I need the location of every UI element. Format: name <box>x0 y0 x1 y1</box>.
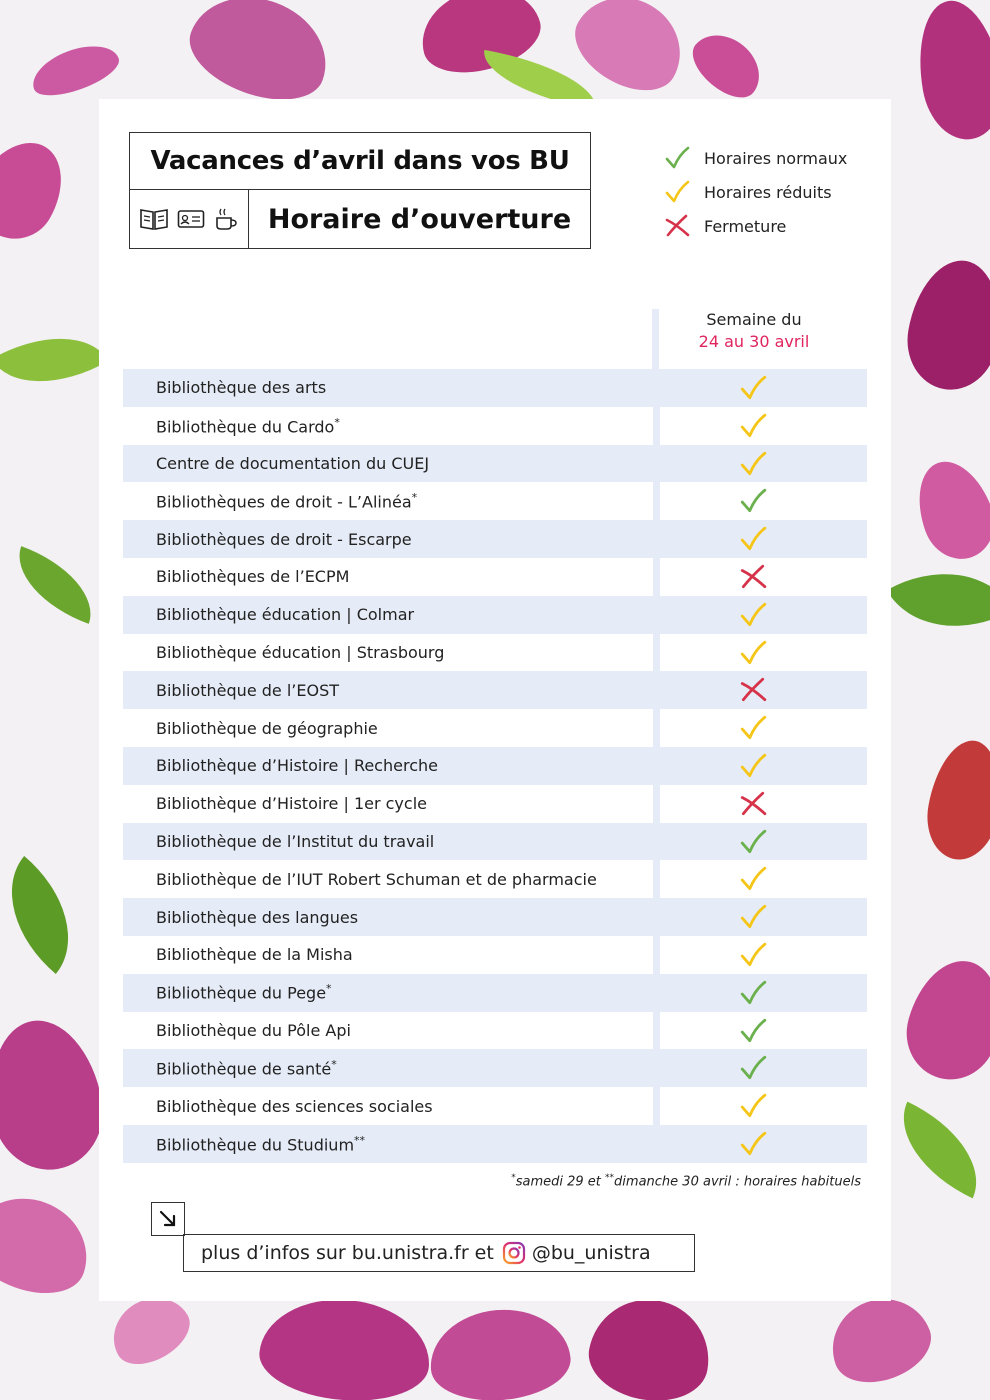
table-row <box>123 634 867 672</box>
cross-red-icon <box>739 676 767 704</box>
library-name <box>123 945 653 964</box>
table-row <box>123 709 867 747</box>
table-row <box>123 936 867 974</box>
table-row <box>123 445 867 483</box>
column-separator <box>653 1087 660 1125</box>
library-name-text: Bibliothèque du Pôle Api <box>156 1020 351 1040</box>
footnote-text: samedi 29 et <box>515 1174 606 1190</box>
library-name-text: Bibliothèque des arts <box>156 378 327 398</box>
check-green-icon <box>739 979 767 1007</box>
library-name-text: Bibliothèque des langues <box>156 907 359 927</box>
table-row <box>123 898 867 936</box>
column-separator <box>653 596 660 634</box>
library-name-text: Bibliothèque des sciences sociales <box>156 1096 433 1116</box>
table-row <box>123 785 867 823</box>
library-name-sup: * <box>331 1058 337 1072</box>
check-yellow-icon <box>739 941 767 969</box>
library-name-text: Bibliothèque d’Histoire | Recherche <box>156 756 438 776</box>
column-separator <box>653 747 660 785</box>
column-divider <box>652 309 659 371</box>
library-name-text: Bibliothèque de la Misha <box>156 945 353 965</box>
library-name-text: Centre de documentation du CUEJ <box>156 453 430 473</box>
more-info-box <box>183 1234 695 1272</box>
check-green-icon <box>739 828 767 856</box>
coffee-cup-icon <box>213 206 239 232</box>
check-yellow-icon <box>739 1130 767 1158</box>
check-yellow-icon <box>739 412 767 440</box>
library-name-text: Bibliothèques de l’ECPM <box>156 567 350 587</box>
column-separator <box>653 482 660 520</box>
legend-label: Horaires normaux <box>704 148 848 168</box>
open-book-icon <box>139 207 169 231</box>
check-yellow-icon <box>739 639 767 667</box>
week-column-header <box>659 309 849 353</box>
legend <box>664 141 847 243</box>
library-name <box>123 719 653 738</box>
column-separator <box>653 936 660 974</box>
column-separator <box>653 369 660 407</box>
column-separator <box>653 860 660 898</box>
column-separator <box>653 1125 660 1163</box>
library-name <box>123 756 653 775</box>
library-name-text: Bibliothèque du Cardo <box>156 416 335 436</box>
check-yellow-icon <box>739 903 767 931</box>
library-name-text: Bibliothèque de géographie <box>156 718 378 738</box>
check-yellow-icon <box>739 752 767 780</box>
column-separator <box>653 898 660 936</box>
library-name <box>123 378 653 397</box>
column-separator <box>653 709 660 747</box>
table-row <box>123 1049 867 1087</box>
library-name <box>123 1058 653 1078</box>
table-row <box>123 747 867 785</box>
library-name <box>123 832 653 851</box>
check-yellow-icon <box>739 601 767 629</box>
check-yellow-icon <box>739 714 767 742</box>
table-row <box>123 1087 867 1125</box>
footnote-sup: ** <box>605 1173 615 1183</box>
cross-red-icon <box>739 790 767 818</box>
cross-red-icon <box>664 213 690 239</box>
legend-label: Horaires réduits <box>704 182 832 202</box>
table-row <box>123 482 867 520</box>
library-name <box>123 1134 653 1154</box>
library-name <box>123 1021 653 1040</box>
footnote <box>511 1173 861 1189</box>
column-separator <box>653 445 660 483</box>
library-name-sup: * <box>326 982 332 996</box>
column-separator <box>653 407 660 445</box>
column-separator <box>653 1012 660 1050</box>
week-dates: 24 au 30 avril <box>698 332 810 351</box>
column-separator <box>653 1049 660 1087</box>
table-row <box>123 671 867 709</box>
column-separator <box>653 634 660 672</box>
legend-item-closed <box>664 209 847 243</box>
table-row <box>123 520 867 558</box>
library-name <box>123 643 653 662</box>
column-separator <box>653 558 660 596</box>
check-green-icon <box>739 1054 767 1082</box>
library-name <box>123 870 653 889</box>
library-name-text: Bibliothèque du Studium <box>156 1135 355 1154</box>
table-row <box>123 974 867 1012</box>
library-name <box>123 491 653 511</box>
check-yellow-icon <box>739 865 767 893</box>
title-box <box>129 132 591 249</box>
table-row <box>123 1012 867 1050</box>
library-name-sup: * <box>334 415 340 429</box>
id-card-icon <box>177 209 205 229</box>
library-name-text: Bibliothèque de l’EOST <box>156 680 339 700</box>
service-icons <box>130 190 249 248</box>
library-name-text: Bibliothèque du Pege <box>156 983 327 1003</box>
footnote-sup: * <box>511 1173 516 1183</box>
footnote-text: dimanche 30 avril : horaires habituels <box>614 1174 861 1190</box>
library-name-text: Bibliothèque de l’Institut du travail <box>156 831 435 851</box>
legend-label: Fermeture <box>704 216 787 236</box>
table-row <box>123 1125 867 1163</box>
check-yellow-icon <box>739 450 767 478</box>
arrow-down-right-icon <box>158 1209 178 1229</box>
library-name <box>123 605 653 624</box>
check-yellow-icon <box>739 1092 767 1120</box>
library-name <box>123 454 653 473</box>
library-name <box>123 794 653 813</box>
column-separator <box>653 974 660 1012</box>
library-name-text: Bibliothèque éducation | Strasbourg <box>156 642 445 662</box>
check-green-icon <box>739 487 767 515</box>
column-separator <box>653 520 660 558</box>
arrow-box <box>151 1202 185 1236</box>
library-name-text: Bibliothèque de l’IUT Robert Schuman et de pharmacie <box>156 869 597 889</box>
table-row <box>123 558 867 596</box>
page-subtitle: Horaire d’ouverture <box>267 203 572 235</box>
column-separator <box>653 671 660 709</box>
legend-item-normal <box>664 141 847 175</box>
library-name <box>123 1097 653 1116</box>
library-name-text: Bibliothèque d’Histoire | 1er cycle <box>156 794 427 814</box>
cross-red-icon <box>739 563 767 591</box>
table-row <box>123 369 867 407</box>
library-name-text: Bibliothèque éducation | Colmar <box>156 605 415 625</box>
table-row <box>123 823 867 861</box>
more-info-link[interactable]: plus d’infos sur bu.unistra.fr et <box>201 1242 494 1264</box>
library-name <box>123 567 653 586</box>
library-name <box>123 681 653 700</box>
page-title: Vacances d’avril dans vos BU <box>130 133 590 190</box>
week-label: Semaine du <box>706 310 802 329</box>
table-row <box>123 407 867 445</box>
library-name <box>123 982 653 1002</box>
check-green-icon <box>739 1017 767 1045</box>
library-table <box>123 369 867 1163</box>
check-green-icon <box>664 145 690 171</box>
library-name-sup: ** <box>354 1133 366 1147</box>
check-yellow-icon <box>739 525 767 553</box>
table-row <box>123 596 867 634</box>
instagram-icon[interactable] <box>502 1241 526 1265</box>
library-name-text: Bibliothèques de droit - L’Alinéa <box>156 492 412 512</box>
library-name-text: Bibliothèque de santé <box>156 1059 332 1079</box>
check-yellow-icon <box>664 179 690 205</box>
instagram-handle[interactable]: @bu_unistra <box>531 1242 651 1264</box>
library-name <box>123 908 653 927</box>
check-yellow-icon <box>739 374 767 402</box>
library-name-sup: * <box>411 491 418 505</box>
library-name <box>123 416 653 436</box>
column-separator <box>653 785 660 823</box>
table-row <box>123 860 867 898</box>
column-separator <box>653 823 660 861</box>
library-name-text: Bibliothèques de droit - Escarpe <box>156 529 412 549</box>
info-card <box>99 99 891 1301</box>
library-name <box>123 530 653 549</box>
legend-item-reduced <box>664 175 847 209</box>
